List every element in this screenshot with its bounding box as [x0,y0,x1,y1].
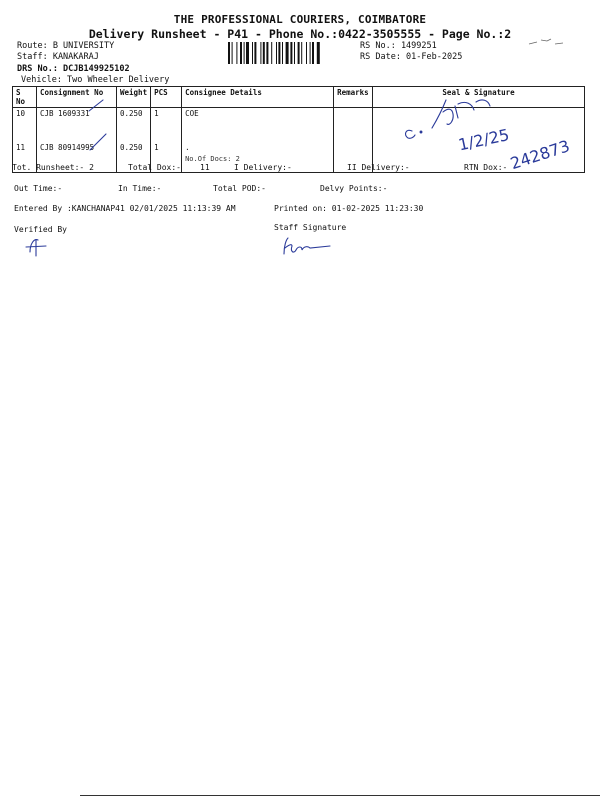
cell-consignment: CJB 1609331 [37,108,117,143]
col-header-pcs: PCS [151,87,182,108]
rtn-dox: RTN Dox:- [464,163,508,172]
cell-weight: 0.250 [117,142,151,173]
route-label: Route: B UNIVERSITY [17,41,115,51]
vehicle-label: Vehicle: Two Wheeler Delivery [21,75,170,85]
cell-consignee: COE [182,108,334,143]
delvy-points: Delvy Points:- [320,184,388,193]
consignee-value: . [185,143,190,152]
col-header-seal: Seal & Signature [373,87,585,108]
page-bottom-rule [80,795,600,796]
in-time: In Time:- [118,184,162,193]
printed-on: Printed on: 01-02-2025 11:23:30 [274,204,424,213]
tick-mark-row1 [89,100,103,111]
no-of-docs: No.Of Docs: 2 [185,155,240,163]
cell-sno: 11 [13,142,37,173]
staff-signature-label: Staff Signature [274,223,347,232]
total-pod: Total POD:- [213,184,266,193]
i-delivery: I Delivery:- [234,163,292,172]
company-name: THE PROFESSIONAL COURIERS, COIMBATORE [173,13,427,26]
entered-by: Entered By :KANCHANAP41 02/01/2025 11:13:39 AM [14,204,236,213]
verified-signature [26,240,46,256]
signature-scrawl [432,100,490,128]
drs-number: DRS No.: DCJB149925102 [17,64,130,74]
tot-runsheet: Tot. Runsheet:- 2 [12,163,94,172]
col-header-consignment: Consignment No [37,87,117,108]
total-dox-label: Total Dox:- [128,163,181,172]
cell-pcs: 1 [151,108,182,143]
tick-mark-row2 [90,134,106,150]
col-header-weight: Weight [117,87,151,108]
handwritten-number: 242873 [508,136,572,174]
cell-sno: 10 [13,108,37,143]
rs-number: RS No.: 1499251 [360,41,437,51]
handwritten-date: 1/2/25 [456,125,511,155]
rs-date: RS Date: 01-Feb-2025 [360,52,463,62]
col-header-remarks: Remarks [334,87,373,108]
staff-signature-ink [284,238,330,254]
staff-label: Staff: KANAKARAJ [17,52,99,62]
col-header-consignee: Consignee Details [182,87,334,108]
cell-consignment: CJB 80914995 [37,142,117,173]
col-header-sno: S No [13,87,37,108]
total-dox-value: 11 [200,163,210,172]
cell-weight: 0.250 [117,108,151,143]
runsheet-title: Delivery Runsheet - P41 - Phone No.:0422-3505555 - Page No.:2 [88,27,512,41]
verified-by-label: Verified By [14,225,67,234]
ii-delivery: II Delivery:- [347,163,410,172]
out-time: Out Time:- [14,184,63,193]
cell-pcs: 1 [151,142,182,173]
signature-c [405,130,415,138]
